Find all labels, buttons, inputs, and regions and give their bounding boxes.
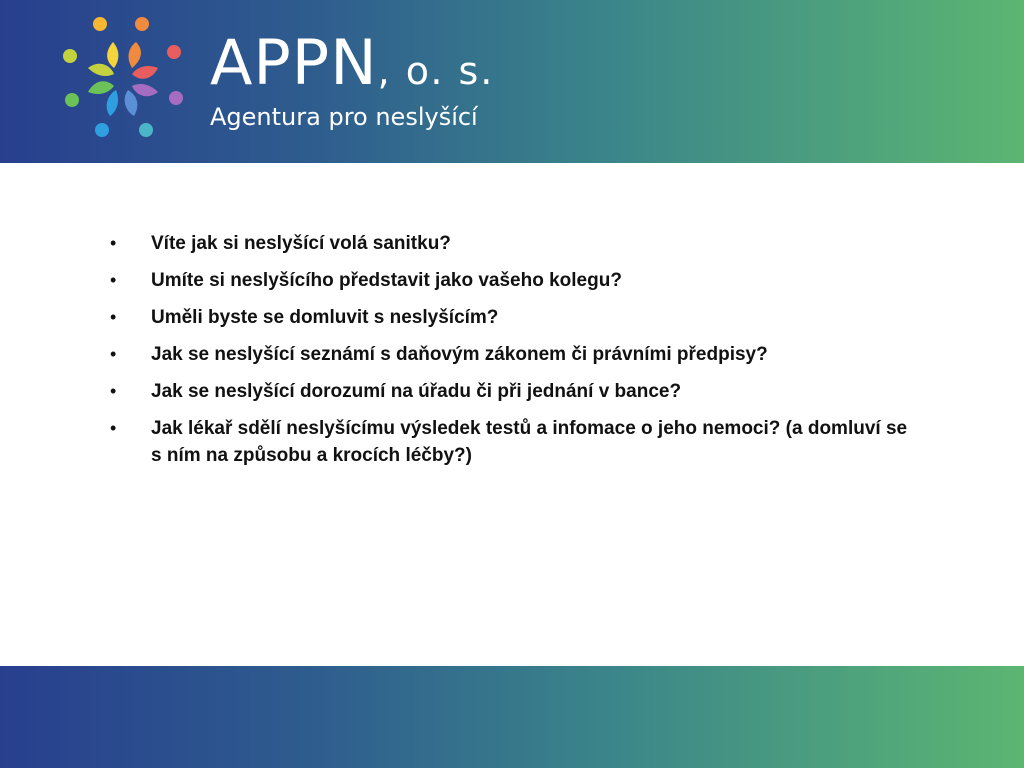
- bullet-text: Umíte si neslyšícího představit jako vašeho kolegu?: [151, 270, 622, 291]
- footer-band: [0, 666, 1024, 768]
- bullet-list: [110, 230, 910, 479]
- list-item: [110, 415, 910, 469]
- list-item: [110, 267, 910, 294]
- logo-title: [210, 28, 494, 106]
- logo-title-main: APPN: [210, 26, 378, 99]
- logo-subtitle: Agentura pro neslyšící: [210, 103, 478, 131]
- list-item: [110, 230, 910, 257]
- logo-title-suffix: , o. s.: [377, 49, 495, 93]
- bullet-glyph: •: [110, 418, 117, 438]
- bullet-text: Jak se neslyšící dorozumí na úřadu či při jednání v bance?: [151, 381, 682, 402]
- bullet-text: Jak lékař sdělí neslyšícímu výsledek testů a infomace o jeho nemoci? (a domluví se s ním na způsobu a krocích léčby?): [151, 418, 908, 466]
- bullet-glyph: •: [110, 344, 117, 364]
- bullet-glyph: •: [110, 233, 117, 253]
- appn-logo-icon: [58, 12, 190, 144]
- list-item: [110, 341, 910, 368]
- list-item: [110, 304, 910, 331]
- list-item: [110, 378, 910, 405]
- bullet-text: Jak se neslyšící seznámí s daňovým zákonem či právními předpisy?: [151, 344, 768, 365]
- bullet-glyph: •: [110, 270, 117, 290]
- bullet-glyph: •: [110, 381, 117, 401]
- bullet-text: Uměli byste se domluvit s neslyšícím?: [151, 307, 499, 328]
- header-band: [0, 0, 1024, 163]
- bullet-text: Víte jak si neslyšící volá sanitku?: [151, 233, 451, 254]
- bullet-glyph: •: [110, 307, 117, 327]
